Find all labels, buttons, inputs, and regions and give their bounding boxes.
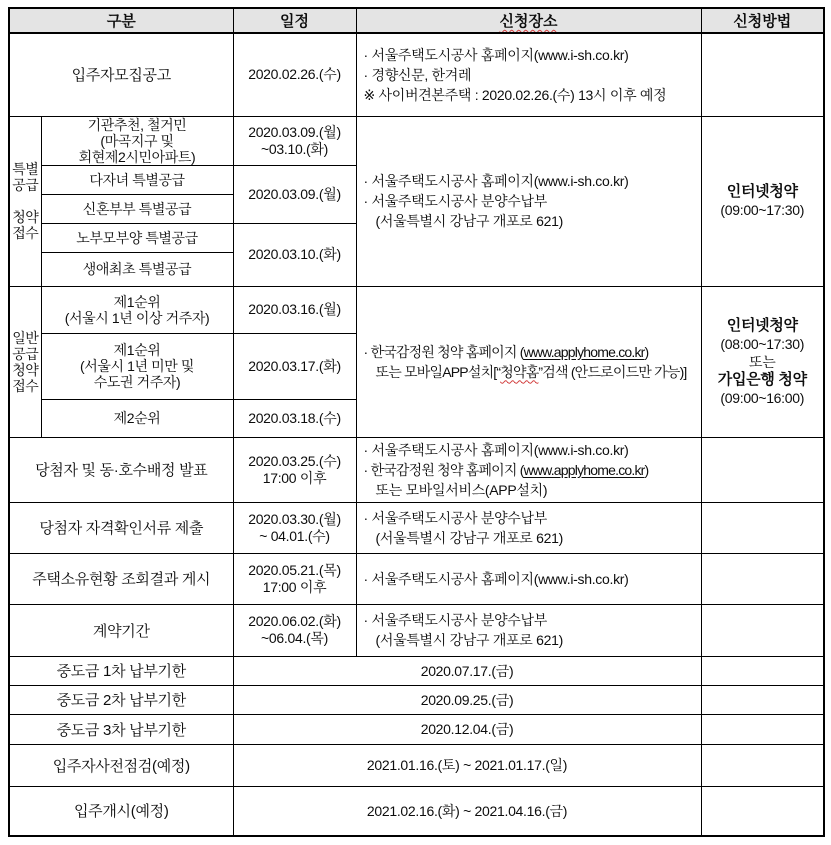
payment2-method-empty — [701, 685, 824, 714]
contract-place-line2: (서울특별시 강남구 개포로 621) — [375, 632, 563, 648]
contract-date — [233, 604, 356, 656]
applyhome-link-2[interactable]: www.applyhome.co.kr — [523, 461, 645, 478]
general-place-line2-post: ”검색 (안드로이드만 가능)] — [538, 363, 687, 380]
row-payment2 — [9, 685, 824, 714]
general-sub1-line2: (서울시 1년 이상 거주자) — [64, 309, 210, 326]
announcement-label: 입주자모집공고 — [9, 33, 233, 116]
special-group-line3: 청약 — [12, 209, 39, 225]
docs-place-line1: · 서울주택도시공사 분양수납부 — [363, 509, 547, 526]
announcement-place — [356, 33, 701, 116]
general-sub3-date: 2020.03.18.(수) — [233, 399, 356, 437]
general-place-line2-pre: 또는 모바일APP설치[“ — [375, 363, 501, 380]
movein-method-empty — [701, 786, 824, 836]
general-method-name1: 인터넷청약 — [726, 316, 798, 334]
general-sub2-label — [41, 333, 233, 399]
docs-date-line2: ~ 04.01.(수) — [259, 527, 330, 544]
general-sub1-line1: 제1순위 — [113, 293, 161, 310]
announcement-date: 2020.02.26.(수) — [233, 33, 356, 116]
announcement-place-line3: ※ 사이버견본주택 : 2020.02.26.(수) 13시 이후 예정 — [363, 86, 667, 103]
wavy-word-hoehyeonje: 회현제 — [78, 148, 119, 165]
row-winner — [9, 437, 824, 502]
payment1-date: 2020.07.17.(금) — [233, 656, 701, 685]
winner-place — [356, 437, 701, 502]
header-row — [9, 8, 824, 33]
winner-date-line1: 2020.03.25.(수) — [248, 452, 341, 469]
general-place-line1-pre: · 한국감정원 청약 홈페이지 ( — [363, 343, 524, 360]
winner-date-line2: 17:00 이후 — [262, 469, 327, 486]
special-date-45: 2020.03.10.(화) — [233, 223, 356, 286]
ownership-place-line1: · 서울주택도시공사 홈페이지(www.i-sh.co.kr) — [363, 570, 629, 587]
special-group-line4: 접수 — [12, 225, 39, 241]
special-group-line1: 특별 — [12, 161, 39, 177]
special-sub4-label: 노부모부양 특별공급 — [41, 223, 233, 252]
general-method-or: 또는 — [749, 353, 776, 370]
ownership-place — [356, 553, 701, 604]
announcement-method-empty — [701, 33, 824, 116]
special-place-line1: · 서울주택도시공사 홈페이지(www.i-sh.co.kr) — [363, 173, 629, 189]
special-method-name: 인터넷청약 — [726, 183, 798, 200]
contract-method-empty — [701, 604, 824, 656]
payment1-method-empty — [701, 656, 824, 685]
col-header-place — [356, 8, 701, 33]
row-inspection — [9, 744, 824, 786]
ownership-date-line1: 2020.05.21.(목) — [248, 561, 341, 578]
general-group-line1: 일반 — [12, 329, 39, 346]
inspection-method-empty — [701, 744, 824, 786]
general-method-time2: (09:00~16:00) — [720, 389, 805, 406]
announcement-place-line2: · 경향신문, 한겨레 — [363, 66, 472, 83]
general-place-line1 — [364, 342, 699, 362]
ownership-date — [233, 553, 356, 604]
announcement-place-line1: · 서울주택도시공사 홈페이지(www.i-sh.co.kr) — [363, 46, 629, 63]
inspection-date: 2021.01.16.(토) ~ 2021.01.17.(일) — [233, 744, 701, 786]
special-sub1-line3 — [45, 149, 230, 165]
special-place — [356, 116, 701, 286]
col-header-category — [9, 8, 233, 33]
winner-place-line1: · 서울주택도시공사 홈페이지(www.i-sh.co.kr) — [363, 441, 629, 458]
row-movein — [9, 786, 824, 836]
schedule-table — [8, 7, 825, 837]
special-sub1-date-line2: ~03.10.(화) — [261, 140, 328, 157]
general-group-line2: 공급 — [12, 345, 39, 362]
ownership-date-line2: 17:00 이후 — [262, 578, 327, 595]
special-sub2-label: 다자녀 특별공급 — [41, 165, 233, 194]
general-sub3-label: 제2순위 — [41, 399, 233, 437]
general-place — [356, 286, 701, 437]
general-group-label — [9, 286, 41, 437]
special-place-line3: (서울특별시 강남구 개포로 621) — [375, 213, 563, 229]
special-date-23: 2020.03.09.(월) — [233, 165, 356, 223]
movein-label: 입주개시(예정) — [9, 786, 233, 836]
row-general-1 — [9, 286, 824, 333]
general-sub2-line2: (서울시 1년 미만 및 — [80, 358, 194, 374]
col-header-place-label: 신청장소 — [499, 13, 558, 30]
special-sub1-line3-rest: 2시민아파트) — [118, 148, 196, 165]
docs-date — [233, 502, 356, 553]
special-place-line2: · 서울주택도시공사 분양수납부 — [363, 193, 547, 209]
docs-label: 당첨자 자격확인서류 제출 — [9, 502, 233, 553]
payment3-method-empty — [701, 714, 824, 744]
general-place-line2 — [364, 362, 699, 382]
col-header-method — [701, 8, 824, 33]
row-ownership — [9, 553, 824, 604]
payment3-label: 중도금 3차 납부기한 — [9, 714, 233, 744]
contract-label: 계약기간 — [9, 604, 233, 656]
general-sub1-label — [41, 286, 233, 333]
special-sub1-line1: 기관추천, 철거민 — [87, 116, 187, 133]
row-contract — [9, 604, 824, 656]
special-method — [701, 116, 824, 286]
general-group-line4: 접수 — [12, 377, 39, 394]
general-sub2-line3: 수도권 거주자) — [93, 374, 181, 390]
general-method-name2: 가입은행 청약 — [717, 370, 807, 388]
winner-place-line2-post: ) — [644, 461, 649, 478]
row-docs — [9, 502, 824, 553]
row-payment3 — [9, 714, 824, 744]
docs-place-line2: (서울특별시 강남구 개포로 621) — [375, 529, 563, 546]
contract-place — [356, 604, 701, 656]
wavy-word-cheongyakhome: 청약홈 — [500, 363, 539, 380]
special-sub3-label: 신혼부부 특별공급 — [41, 194, 233, 223]
docs-place — [356, 502, 701, 553]
docs-method-empty — [701, 502, 824, 553]
payment3-date: 2020.12.04.(금) — [233, 714, 701, 744]
contract-date-line1: 2020.06.02.(화) — [248, 613, 341, 629]
applyhome-link[interactable]: www.applyhome.co.kr — [523, 343, 645, 360]
payment1-label: 중도금 1차 납부기한 — [9, 656, 233, 685]
special-sub1-label — [41, 116, 233, 165]
row-announcement — [9, 33, 824, 116]
col-header-schedule-label: 일정 — [280, 13, 309, 30]
general-method — [701, 286, 824, 437]
payment2-label: 중도금 2차 납부기한 — [9, 685, 233, 714]
general-sub1-date: 2020.03.16.(월) — [233, 286, 356, 333]
general-method-time1: (08:00~17:30) — [720, 335, 805, 352]
general-sub2-line1: 제1순위 — [113, 342, 161, 358]
ownership-label: 주택소유현황 조회결과 게시 — [9, 553, 233, 604]
special-sub1-date — [233, 116, 356, 165]
winner-method-empty — [701, 437, 824, 502]
row-special-1 — [9, 116, 824, 165]
row-payment1 — [9, 656, 824, 685]
general-place-line1-post: ) — [644, 343, 649, 360]
special-group-label — [9, 116, 41, 286]
general-sub2-date: 2020.03.17.(화) — [233, 333, 356, 399]
special-method-time: (09:00~17:30) — [720, 202, 805, 218]
payment2-date: 2020.09.25.(금) — [233, 685, 701, 714]
winner-place-line2-pre: · 한국감정원 청약 홈페이지 ( — [363, 461, 524, 478]
col-header-category-label: 구분 — [106, 13, 136, 30]
general-group-line3: 청약 — [12, 361, 39, 378]
docs-date-line1: 2020.03.30.(월) — [248, 510, 341, 527]
winner-date — [233, 437, 356, 502]
col-header-method-label: 신청방법 — [733, 13, 792, 30]
special-group-line2: 공급 — [12, 177, 39, 193]
col-header-schedule — [233, 8, 356, 33]
contract-date-line2: ~06.04.(목) — [261, 630, 328, 646]
special-sub5-label: 생애최초 특별공급 — [41, 252, 233, 286]
winner-label: 당첨자 및 동·호수배정 발표 — [9, 437, 233, 502]
special-sub1-line2: (마곡지구 및 — [100, 132, 174, 149]
movein-date: 2021.02.16.(화) ~ 2021.04.16.(금) — [233, 786, 701, 836]
contract-place-line1: · 서울주택도시공사 분양수납부 — [363, 612, 547, 628]
special-sub1-date-line1: 2020.03.09.(월) — [248, 123, 341, 140]
winner-place-line2 — [364, 460, 699, 480]
ownership-method-empty — [701, 553, 824, 604]
inspection-label: 입주자사전점검(예정) — [9, 744, 233, 786]
winner-place-line3: 또는 모바일서비스(APP설치) — [375, 481, 548, 498]
